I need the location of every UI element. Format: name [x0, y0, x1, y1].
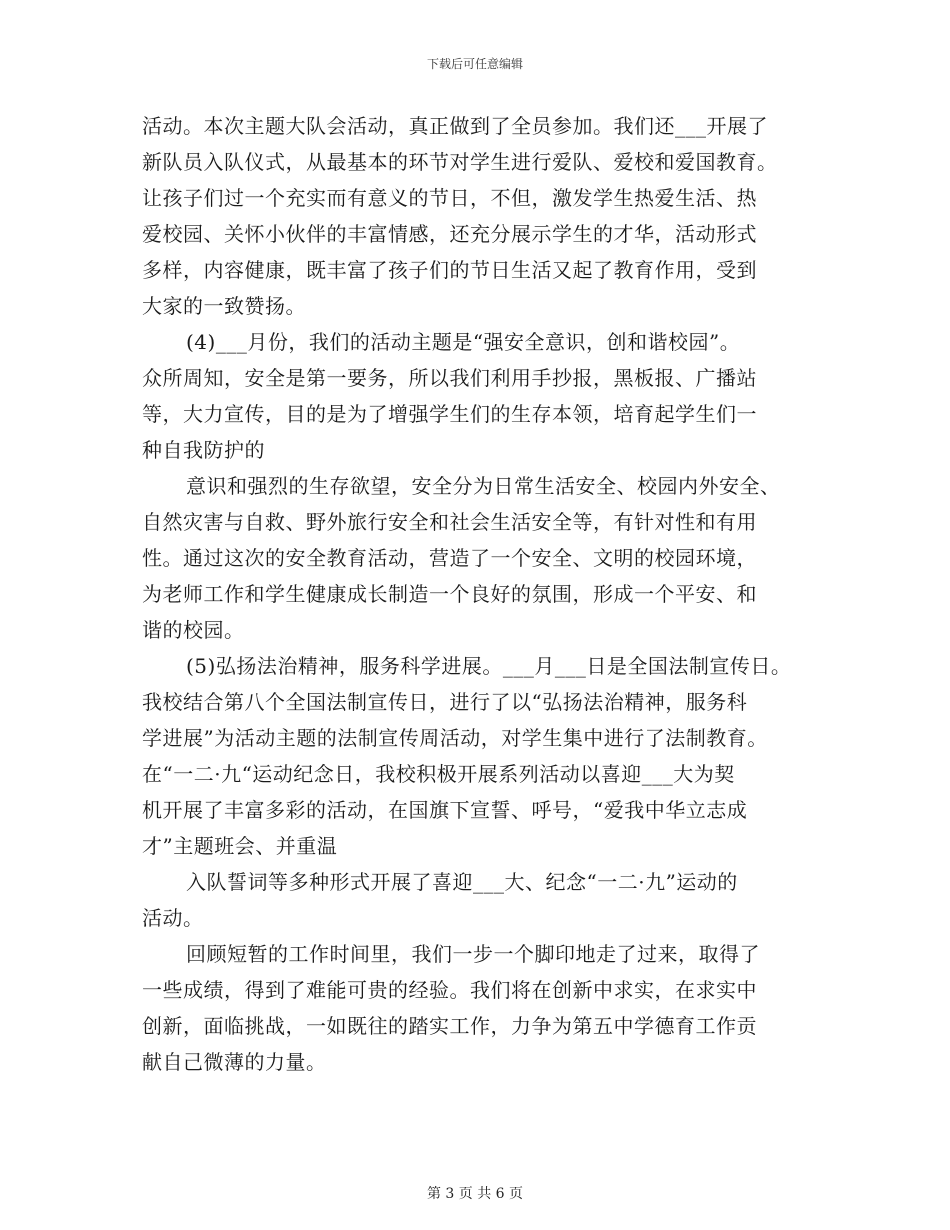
- text-line: 自然灾害与自救、野外旅行安全和社会生活安全等，有针对性和有用: [142, 510, 757, 534]
- text-line: 创新，面临挑战，一如既往的踏实工作，力争为第五中学德育工作贡: [142, 1014, 757, 1038]
- text-line: 学进展”为活动主题的法制宣传周活动，对学生集中进行了法制教育。: [142, 726, 768, 750]
- document-body: [142, 108, 832, 1080]
- text-line: 活动。本次主题大队会活动，真正做到了全员参加。我们还___开展了: [142, 114, 768, 138]
- text-line: 献自己微薄的力量。: [142, 1050, 327, 1074]
- text-line: 新队员入队仪式，从最基本的环节对学生进行爱队、爱校和爱国教育。: [142, 150, 778, 174]
- text-line: 爱校园、关怀小伙伴的丰富情感，还充分展示学生的才华，活动形式: [142, 222, 757, 246]
- text-line: 大家的一致赞扬。: [142, 294, 306, 318]
- text-line: 我校结合第八个全国法制宣传日，进行了以“弘扬法治精神，服务科: [142, 690, 748, 714]
- page-footer: 第 3 页 共 6 页: [426, 1186, 524, 1202]
- text-line: 种自我防护的: [142, 438, 265, 462]
- text-line: 多样，内容健康，既丰富了孩子们的节日生活又起了教育作用，受到: [142, 258, 757, 282]
- text-line: 众所周知，安全是第一要务，所以我们利用手抄报，黑板报、广播站: [142, 366, 757, 390]
- paragraph-start-line: 回顾短暂的工作时间里，我们一步一个脚印地走了过来，取得了: [186, 942, 760, 966]
- paragraph-start-line: 入队誓词等多种形式开展了喜迎___大、纪念“一二·九”运动的: [186, 870, 738, 894]
- text-line: 一些成绩，得到了难能可贵的经验。我们将在创新中求实，在求实中: [142, 978, 757, 1002]
- paragraph-start-line: (4)___月份，我们的活动主题是“强安全意识，创和谐校园”。: [186, 330, 741, 354]
- text-line: 等，大力宣传，目的是为了增强学生们的生存本领，培育起学生们一: [142, 402, 757, 426]
- text-line: 为老师工作和学生健康成长制造一个良好的氛围，形成一个平安、和: [142, 582, 757, 606]
- text-line: 谐的校园。: [142, 618, 245, 642]
- text-line: 性。通过这次的安全教育活动，营造了一个安全、文明的校园环境，: [142, 546, 757, 570]
- text-line: 在“一二·九“运动纪念日，我校积极开展系列活动以喜迎___大为契: [142, 762, 735, 786]
- page-header: 下载后可任意编辑: [426, 57, 523, 71]
- text-line: 活动。: [142, 906, 204, 930]
- text-line: 才”主题班会、并重温: [142, 834, 338, 858]
- paragraph-start-line: 意识和强烈的生存欲望，安全分为日常生活安全、校园内外安全、: [186, 474, 781, 498]
- paragraph-start-line: (5)弘扬法治精神，服务科学进展。___月___日是全国法制宣传日。: [186, 654, 792, 678]
- text-line: 机开展了丰富多彩的活动，在国旗下宣誓、呼号，“爱我中华立志成: [142, 798, 748, 822]
- text-line: 让孩子们过一个充实而有意义的节日，不但，激发学生热爱生活、热: [142, 186, 757, 210]
